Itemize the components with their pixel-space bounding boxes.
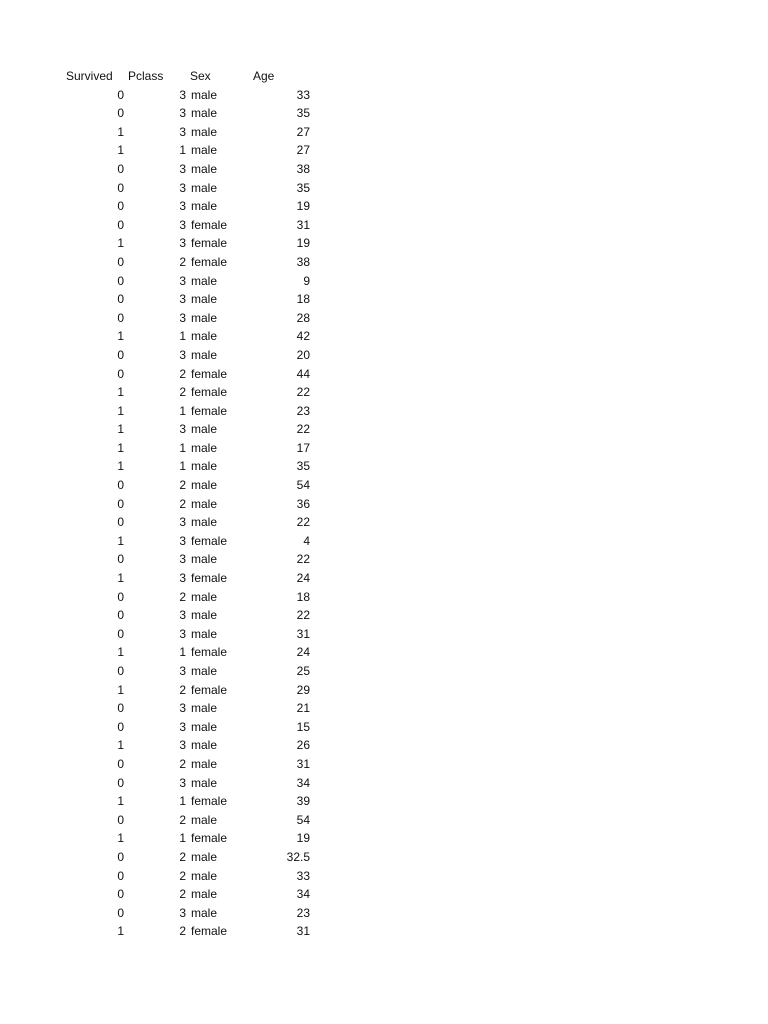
cell-survived[interactable]: 1 [117, 738, 124, 753]
cell-pclass[interactable]: 3 [179, 217, 186, 232]
cell-age[interactable]: 24 [296, 645, 310, 660]
cell-age[interactable]: 31 [296, 217, 310, 232]
cell-pclass[interactable]: 3 [179, 236, 186, 251]
cell-sex[interactable]: male [191, 143, 218, 158]
cell-survived[interactable]: 1 [117, 124, 124, 139]
cell-pclass[interactable]: 2 [179, 868, 186, 883]
cell-survived[interactable]: 1 [117, 459, 124, 474]
cell-survived[interactable]: 0 [117, 496, 124, 511]
cell-pclass[interactable]: 3 [179, 292, 186, 307]
cell-age[interactable]: 35 [296, 106, 310, 121]
cell-sex[interactable]: female [191, 794, 228, 809]
cell-pclass[interactable]: 1 [179, 459, 186, 474]
cell-age[interactable]: 18 [296, 292, 310, 307]
cell-survived[interactable]: 1 [117, 533, 124, 548]
cell-age[interactable]: 19 [296, 236, 310, 251]
cell-survived[interactable]: 0 [117, 87, 124, 102]
cell-age[interactable]: 34 [296, 775, 310, 790]
cell-age[interactable]: 31 [296, 756, 310, 771]
cell-pclass[interactable]: 2 [179, 924, 186, 939]
cell-sex[interactable]: male [191, 496, 218, 511]
cell-pclass[interactable]: 3 [179, 310, 186, 325]
cell-age[interactable]: 54 [296, 478, 310, 493]
cell-pclass[interactable]: 2 [179, 366, 186, 381]
cell-survived[interactable]: 0 [117, 719, 124, 734]
cell-survived[interactable]: 0 [117, 701, 124, 716]
cell-pclass[interactable]: 3 [179, 571, 186, 586]
cell-pclass[interactable]: 3 [179, 775, 186, 790]
cell-age[interactable]: 35 [296, 180, 310, 195]
cell-survived[interactable]: 1 [117, 682, 124, 697]
cell-pclass[interactable]: 2 [179, 254, 186, 269]
cell-pclass[interactable]: 1 [179, 440, 186, 455]
cell-pclass[interactable]: 3 [179, 106, 186, 121]
cell-survived[interactable]: 0 [117, 608, 124, 623]
cell-sex[interactable]: male [191, 124, 218, 139]
cell-age[interactable]: 22 [296, 515, 310, 530]
cell-survived[interactable]: 0 [117, 180, 124, 195]
cell-pclass[interactable]: 1 [179, 831, 186, 846]
header-survived[interactable]: Survived [66, 69, 113, 83]
cell-pclass[interactable]: 3 [179, 701, 186, 716]
cell-sex[interactable]: male [191, 199, 218, 214]
cell-survived[interactable]: 0 [117, 310, 124, 325]
cell-pclass[interactable]: 3 [179, 199, 186, 214]
cell-age[interactable]: 20 [296, 347, 310, 362]
cell-age[interactable]: 21 [296, 701, 310, 716]
cell-sex[interactable]: male [191, 812, 218, 827]
cell-pclass[interactable]: 2 [179, 478, 186, 493]
cell-age[interactable]: 54 [296, 812, 310, 827]
cell-survived[interactable]: 1 [117, 440, 124, 455]
cell-survived[interactable]: 0 [117, 812, 124, 827]
cell-sex[interactable]: male [191, 719, 218, 734]
cell-age[interactable]: 44 [296, 366, 310, 381]
cell-age[interactable]: 29 [296, 682, 310, 697]
cell-sex[interactable]: male [191, 626, 218, 641]
cell-survived[interactable]: 1 [117, 571, 124, 586]
cell-sex[interactable]: female [191, 403, 228, 418]
cell-sex[interactable]: male [191, 273, 218, 288]
cell-age[interactable]: 34 [296, 887, 310, 902]
cell-pclass[interactable]: 2 [179, 385, 186, 400]
cell-pclass[interactable]: 2 [179, 849, 186, 864]
cell-age[interactable]: 39 [296, 794, 310, 809]
cell-pclass[interactable]: 3 [179, 273, 186, 288]
cell-pclass[interactable]: 2 [179, 496, 186, 511]
cell-pclass[interactable]: 1 [179, 403, 186, 418]
cell-survived[interactable]: 0 [117, 366, 124, 381]
cell-pclass[interactable]: 3 [179, 905, 186, 920]
cell-sex[interactable]: female [191, 924, 228, 939]
cell-survived[interactable]: 1 [117, 924, 124, 939]
cell-sex[interactable]: female [191, 254, 228, 269]
cell-survived[interactable]: 1 [117, 831, 124, 846]
header-pclass[interactable]: Pclass [128, 69, 164, 83]
cell-pclass[interactable]: 3 [179, 180, 186, 195]
cell-sex[interactable]: female [191, 366, 228, 381]
cell-pclass[interactable]: 2 [179, 589, 186, 604]
cell-age[interactable]: 22 [296, 422, 310, 437]
cell-sex[interactable]: male [191, 440, 218, 455]
cell-age[interactable]: 18 [296, 589, 310, 604]
cell-age[interactable]: 27 [296, 124, 310, 139]
cell-survived[interactable]: 1 [117, 329, 124, 344]
cell-pclass[interactable]: 1 [179, 329, 186, 344]
cell-pclass[interactable]: 2 [179, 756, 186, 771]
cell-pclass[interactable]: 3 [179, 347, 186, 362]
cell-age[interactable]: 33 [296, 868, 310, 883]
cell-survived[interactable]: 0 [117, 292, 124, 307]
cell-pclass[interactable]: 1 [179, 645, 186, 660]
cell-sex[interactable]: male [191, 161, 218, 176]
cell-sex[interactable]: male [191, 868, 218, 883]
cell-age[interactable]: 9 [303, 273, 310, 288]
cell-age[interactable]: 42 [296, 329, 310, 344]
cell-pclass[interactable]: 2 [179, 682, 186, 697]
cell-age[interactable]: 22 [296, 552, 310, 567]
cell-pclass[interactable]: 3 [179, 161, 186, 176]
cell-age[interactable]: 24 [296, 571, 310, 586]
cell-survived[interactable]: 0 [117, 589, 124, 604]
cell-age[interactable]: 36 [296, 496, 310, 511]
cell-sex[interactable]: male [191, 422, 218, 437]
cell-age[interactable]: 23 [296, 905, 310, 920]
cell-sex[interactable]: male [191, 701, 218, 716]
cell-survived[interactable]: 0 [117, 552, 124, 567]
cell-survived[interactable]: 0 [117, 849, 124, 864]
cell-sex[interactable]: female [191, 236, 228, 251]
cell-age[interactable]: 19 [296, 831, 310, 846]
cell-sex[interactable]: male [191, 552, 218, 567]
cell-pclass[interactable]: 3 [179, 87, 186, 102]
cell-age[interactable]: 38 [296, 161, 310, 176]
header-age[interactable]: Age [253, 69, 275, 83]
cell-survived[interactable]: 0 [117, 217, 124, 232]
cell-sex[interactable]: male [191, 292, 218, 307]
cell-age[interactable]: 25 [296, 664, 310, 678]
cell-survived[interactable]: 1 [117, 385, 124, 400]
cell-survived[interactable]: 1 [117, 143, 124, 158]
cell-sex[interactable]: female [191, 682, 228, 697]
cell-age[interactable]: 23 [296, 403, 310, 418]
cell-sex[interactable]: male [191, 608, 218, 623]
cell-survived[interactable]: 1 [117, 403, 124, 418]
cell-age[interactable]: 17 [296, 440, 310, 455]
cell-survived[interactable]: 0 [117, 626, 124, 641]
header-sex[interactable]: Sex [190, 69, 211, 83]
cell-sex[interactable]: male [191, 87, 218, 102]
cell-sex[interactable]: male [191, 738, 218, 753]
cell-sex[interactable]: male [191, 756, 218, 771]
cell-pclass[interactable]: 3 [179, 552, 186, 567]
cell-survived[interactable]: 0 [117, 199, 124, 214]
cell-age[interactable]: 15 [296, 719, 310, 734]
cell-sex[interactable]: female [191, 571, 228, 586]
cell-sex[interactable]: male [191, 180, 218, 195]
cell-survived[interactable]: 0 [117, 664, 124, 678]
cell-pclass[interactable]: 3 [179, 422, 186, 437]
cell-survived[interactable]: 0 [117, 868, 124, 883]
cell-pclass[interactable]: 3 [179, 626, 186, 641]
cell-sex[interactable]: male [191, 459, 218, 474]
cell-survived[interactable]: 0 [117, 515, 124, 530]
cell-survived[interactable]: 1 [117, 236, 124, 251]
cell-pclass[interactable]: 1 [179, 143, 186, 158]
cell-age[interactable]: 19 [296, 199, 310, 214]
cell-sex[interactable]: female [191, 385, 228, 400]
cell-sex[interactable]: female [191, 533, 228, 548]
cell-pclass[interactable]: 3 [179, 515, 186, 530]
cell-survived[interactable]: 0 [117, 347, 124, 362]
cell-sex[interactable]: female [191, 217, 228, 232]
cell-age[interactable]: 32.5 [286, 849, 310, 864]
cell-sex[interactable]: male [191, 664, 218, 678]
cell-age[interactable]: 38 [296, 254, 310, 269]
cell-survived[interactable]: 0 [117, 905, 124, 920]
cell-sex[interactable]: male [191, 515, 218, 530]
cell-survived[interactable]: 0 [117, 775, 124, 790]
cell-age[interactable]: 35 [296, 459, 310, 474]
cell-age[interactable]: 28 [296, 310, 310, 325]
cell-survived[interactable]: 0 [117, 106, 124, 121]
cell-sex[interactable]: male [191, 347, 218, 362]
cell-sex[interactable]: male [191, 106, 218, 121]
cell-age[interactable]: 4 [303, 533, 310, 548]
cell-age[interactable]: 22 [296, 608, 310, 623]
cell-sex[interactable]: male [191, 887, 218, 902]
cell-sex[interactable]: male [191, 775, 218, 790]
cell-sex[interactable]: male [191, 478, 218, 493]
cell-sex[interactable]: male [191, 310, 218, 325]
cell-survived[interactable]: 1 [117, 422, 124, 437]
cell-survived[interactable]: 0 [117, 478, 124, 493]
cell-pclass[interactable]: 3 [179, 608, 186, 623]
cell-survived[interactable]: 1 [117, 794, 124, 809]
cell-sex[interactable]: male [191, 849, 218, 864]
cell-survived[interactable]: 0 [117, 756, 124, 771]
cell-age[interactable]: 27 [296, 143, 310, 158]
cell-survived[interactable]: 0 [117, 887, 124, 902]
cell-pclass[interactable]: 2 [179, 812, 186, 827]
cell-pclass[interactable]: 3 [179, 533, 186, 548]
cell-survived[interactable]: 0 [117, 161, 124, 176]
cell-sex[interactable]: male [191, 329, 218, 344]
cell-sex[interactable]: female [191, 645, 228, 660]
cell-sex[interactable]: female [191, 831, 228, 846]
cell-sex[interactable]: male [191, 589, 218, 604]
cell-age[interactable]: 33 [296, 87, 310, 102]
cell-survived[interactable]: 0 [117, 273, 124, 288]
cell-age[interactable]: 22 [296, 385, 310, 400]
cell-age[interactable]: 31 [296, 626, 310, 641]
cell-age[interactable]: 31 [296, 924, 310, 939]
cell-survived[interactable]: 0 [117, 254, 124, 269]
cell-pclass[interactable]: 3 [179, 664, 186, 678]
cell-pclass[interactable]: 1 [179, 794, 186, 809]
cell-pclass[interactable]: 3 [179, 719, 186, 734]
cell-pclass[interactable]: 3 [179, 738, 186, 753]
cell-pclass[interactable]: 2 [179, 887, 186, 902]
cell-pclass[interactable]: 3 [179, 124, 186, 139]
cell-sex[interactable]: male [191, 905, 218, 920]
cell-age[interactable]: 26 [296, 738, 310, 753]
cell-survived[interactable]: 1 [117, 645, 124, 660]
